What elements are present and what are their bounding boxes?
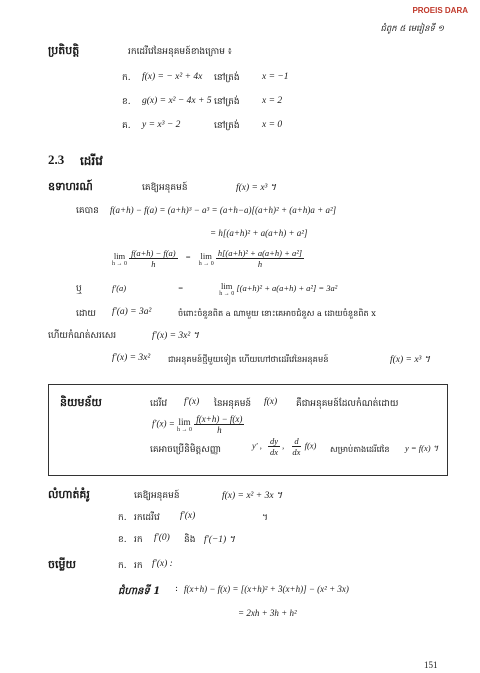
- step-line2: = 2xh + 3h + h²: [238, 608, 297, 618]
- notation-expr: y = f(x) ។: [405, 443, 439, 453]
- limit-operator: [112, 251, 127, 267]
- result-text: ជាអនុគមន៍ថ្មីមួយទៀត ហើយហៅថាដេរីវេនៃអនុគមន៍: [168, 354, 329, 364]
- limit-line: [112, 248, 304, 269]
- lim-word: lim: [113, 250, 126, 261]
- by-text: ចំពោះចំនួនពិត a ណាមួយ នោះគេអាចជំនួស a ដោយចំនួនពិត x: [178, 308, 376, 318]
- example-given: គេឱ្យអនុគមន៍: [142, 183, 188, 193]
- fraction-denominator: dx: [292, 447, 301, 457]
- exercise-item-expr: f(x) = − x² + 4x: [142, 72, 203, 82]
- answer-heading: ចម្លើយ: [48, 558, 76, 571]
- section-title: ដេរីវេ: [80, 154, 103, 168]
- exercise-item-at: នៅត្រង់: [214, 97, 240, 107]
- answer-a-label: ក.: [118, 561, 127, 571]
- lim-word: lim: [200, 250, 212, 261]
- equals-sign: =: [185, 252, 191, 263]
- exercise-item-cond: x = 2: [262, 96, 283, 106]
- definition-heading: និយមន័យ: [60, 396, 102, 409]
- notation-text: គេអាចប្រើនិមិត្តសញ្ញា: [150, 445, 222, 455]
- cont-text: ហើយកំណត់សរសេរ: [48, 331, 117, 341]
- fraction-numerator: f(a+h) − f(a): [131, 248, 176, 258]
- formula-lhs: f′(x) =: [152, 418, 175, 429]
- example2-a-text: រកដេរីវេ: [134, 513, 160, 523]
- fraction-numerator: dy: [270, 436, 279, 446]
- fraction-numerator: h[(a+h)² + a(a+h) + a²]: [217, 248, 303, 258]
- result-end: f(x) = x³ ។: [390, 355, 431, 365]
- lim-sub: h → 0: [112, 260, 127, 267]
- definition-text3: គឺជាអនុគមន៍ដែលកំណត់ដោយ: [296, 399, 399, 409]
- exercise-item-cond: x = −1: [262, 72, 289, 82]
- notation-after: f(x): [304, 440, 317, 451]
- notation-line: y′ , $\frac{dy}{dx}$ , $\frac{d}{dx}$ f(x): [252, 436, 317, 457]
- brand-name: PROEIS DARA: [412, 6, 468, 15]
- example-line2: = h[(a+h)² + a(a+h) + a²]: [210, 228, 308, 238]
- lim-sub: h → 0: [198, 260, 214, 267]
- chapter-label: ជំពូក ៥ មេរៀនទី ១: [380, 24, 444, 34]
- notation-end: សម្រាប់តាងដេរីវេនៃ: [330, 444, 390, 454]
- definition-text1: ដេរីវេ: [150, 399, 168, 409]
- by-expr: f′(a) = 3a²: [112, 307, 152, 317]
- by-label: ដោយ: [76, 309, 96, 319]
- example-heading: ឧទាហរណ៍: [48, 180, 93, 193]
- exercise-item-expr: y = x³ − 2: [142, 120, 181, 130]
- page-number: 151: [424, 660, 438, 670]
- example-given-expr: f(x) = x³ ។: [236, 183, 277, 193]
- example2-b-label: ខ.: [118, 535, 127, 545]
- lim-word: lim: [178, 416, 191, 427]
- definition-expr2: f(x): [264, 397, 278, 407]
- example2-given-expr: f(x) = x² + 3x ។: [222, 491, 283, 501]
- example2-b-and: និង: [184, 535, 196, 545]
- fraction: [194, 414, 244, 435]
- or-label: ឬ: [76, 284, 82, 294]
- answer-a-expr: f′(x) :: [152, 559, 173, 569]
- example2-heading: លំហាត់គំរូ: [48, 488, 90, 501]
- example-line1: f(a+h) − f(a) = (a+h)³ − a³ = (a+h−a)[(a+h)² + (a+h)a + a²]: [110, 205, 337, 215]
- definition-expr1: f′(x): [184, 397, 200, 407]
- notation-y: y′ ,: [252, 440, 262, 451]
- exercise-item-label: ក.: [122, 73, 131, 83]
- step-expr: f(x+h) − f(x) = [(x+h)² + 3(x+h)] − (x² + 3x): [184, 584, 349, 594]
- fraction-denominator: dx: [270, 447, 279, 457]
- limit-line-2: [112, 281, 337, 297]
- step-label: ជំហានទី 1: [118, 586, 161, 597]
- definition-formula: [152, 414, 244, 435]
- fraction: [129, 248, 178, 269]
- exercise-item-label: គ.: [122, 121, 131, 131]
- example2-b-text: រក: [134, 535, 143, 545]
- example2-a-label: ក.: [118, 513, 127, 523]
- fraction-numerator: d: [294, 436, 299, 446]
- fraction-numerator: f(x+h) − f(x): [196, 414, 243, 424]
- exercise-heading: ប្រតិបត្តិ: [48, 44, 80, 57]
- fraction-denominator: h: [257, 259, 263, 269]
- section-number: 2.3: [48, 152, 65, 167]
- fraction: [290, 436, 302, 457]
- fraction: [216, 248, 304, 269]
- exercise-instruction: រកដេរីវេនៃអនុគមន៍ខាងក្រោម ៖: [128, 47, 232, 57]
- exercise-item-at: នៅត្រង់: [214, 121, 240, 131]
- limit-operator: [177, 417, 192, 433]
- example2-a-end: ។: [262, 513, 268, 523]
- fprime-a: f′(a): [112, 282, 127, 293]
- result-expr: f′(x) = 3x²: [112, 353, 151, 363]
- limit-result: [(a+h)² + a(a+h) + a²] = 3a²: [236, 282, 338, 293]
- answer-a-text: រក: [134, 561, 143, 571]
- fraction: [268, 436, 280, 457]
- equals-sign: =: [178, 282, 184, 293]
- lim-word: lim: [221, 281, 233, 291]
- limit-operator: [219, 281, 234, 297]
- example2-b-expr2: f′(−1) ។: [204, 535, 235, 545]
- definition-text2: នៃអនុគមន៍: [214, 399, 252, 409]
- exercise-item-label: ខ.: [122, 97, 131, 107]
- cont-expr: f′(x) = 3x² ។: [152, 331, 199, 341]
- example2-given: គេឱ្យអនុគមន៍: [134, 491, 180, 501]
- fraction-denominator: h: [217, 425, 222, 435]
- lim-sub: h → 0: [219, 291, 235, 297]
- fraction-denominator: h: [151, 259, 156, 269]
- exercise-item-at: នៅត្រង់: [214, 73, 240, 83]
- exercise-item-cond: x = 0: [262, 120, 283, 130]
- limit-operator: [199, 251, 214, 267]
- example2-b-expr1: f′(0): [154, 533, 170, 543]
- example-line1-label: គេបាន: [76, 206, 99, 216]
- exercise-item-expr: g(x) = x² − 4x + 5: [142, 96, 212, 106]
- step-colon: :: [175, 584, 179, 594]
- lim-sub: h → 0: [177, 426, 193, 433]
- example2-a-expr: f′(x): [180, 511, 196, 521]
